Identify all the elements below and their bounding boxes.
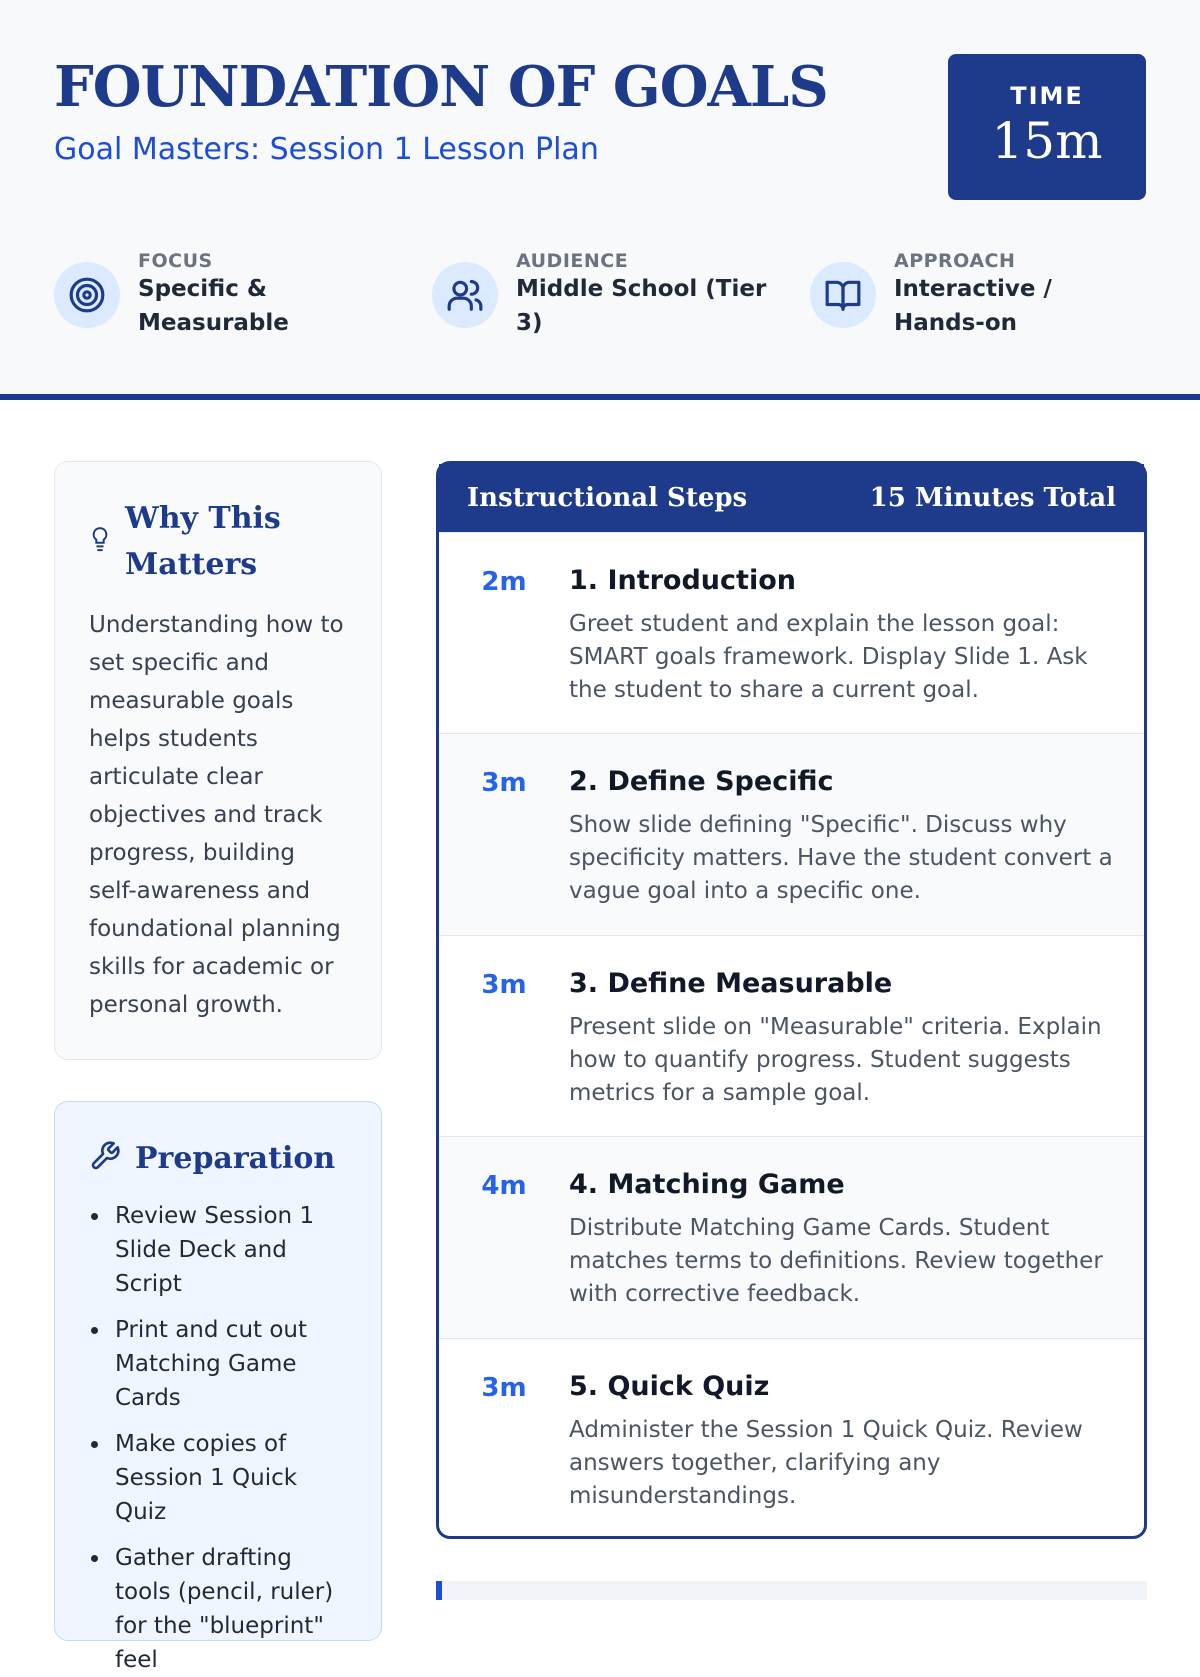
meta-focus-label: FOCUS <box>138 250 213 272</box>
step-duration: 4m <box>481 1171 527 1202</box>
lightbulb-icon <box>89 525 111 560</box>
step-duration: 3m <box>481 969 527 1000</box>
step-row <box>439 935 1144 1136</box>
preparation-list <box>89 1199 347 1677</box>
meta-audience <box>432 250 772 340</box>
target-icon <box>54 262 120 328</box>
page-header <box>0 0 1200 400</box>
step-duration: 3m <box>481 1372 527 1403</box>
list-item: Gather drafting tools (pencil, ruler) for the "blueprint" feel <box>89 1541 347 1677</box>
meta-audience-label: AUDIENCE <box>516 250 629 272</box>
time-label: TIME <box>1010 82 1084 110</box>
steps-header <box>439 464 1144 532</box>
preparation-title: Preparation <box>135 1141 336 1176</box>
instructional-steps-card <box>436 461 1147 1539</box>
page-title: FOUNDATION OF GOALS <box>54 54 828 120</box>
step-title: 3. Define Measurable <box>569 967 893 999</box>
step-title: 5. Quick Quiz <box>569 1370 770 1402</box>
step-row <box>439 532 1144 733</box>
wrench-icon <box>89 1140 121 1177</box>
book-icon <box>810 262 876 328</box>
meta-approach-value: Interactive / Hands-on <box>894 276 1052 336</box>
step-row <box>439 1338 1144 1539</box>
step-row <box>439 733 1144 934</box>
step-duration: 2m <box>481 567 527 597</box>
time-value: 15m <box>991 112 1103 170</box>
why-title: Why This Matters <box>125 501 281 582</box>
list-item: Print and cut out Matching Game Cards <box>89 1313 347 1415</box>
step-title: 1. Introduction <box>569 565 796 596</box>
preparation-card <box>54 1101 382 1673</box>
why-card <box>54 461 382 1060</box>
meta-focus-value: Specific & Measurable <box>138 276 289 336</box>
steps-title: Instructional Steps <box>467 483 748 513</box>
steps-total: 15 Minutes Total <box>869 483 1116 513</box>
meta-approach <box>810 250 1150 340</box>
meta-audience-value: Middle School (Tier 3) <box>516 276 767 336</box>
list-item: Review Session 1 Slide Deck and Script <box>89 1199 347 1301</box>
step-description: Show slide defining "Specific". Discuss why specificity matters. Have the student convert a vague goal into a specific one. <box>569 812 1113 905</box>
step-description: Administer the Session 1 Quick Quiz. Review answers together, clarifying any misunderstandings. <box>569 1416 1083 1509</box>
page-subtitle: Goal Masters: Session 1 Lesson Plan <box>54 132 599 167</box>
step-title: 2. Define Specific <box>569 766 834 798</box>
step-description: Distribute Matching Game Cards. Student matches terms to definitions. Review together with corrective feedback. <box>569 1215 1103 1308</box>
step-description: Greet student and explain the lesson goal: SMART goals framework. Display Slide 1. Ask the student to share a current goal. <box>569 611 1088 703</box>
step-row <box>439 1136 1144 1337</box>
time-badge <box>948 54 1146 200</box>
users-icon <box>432 262 498 328</box>
next-section-edge <box>436 1581 1147 1600</box>
list-item: Make copies of Session 1 Quick Quiz <box>89 1427 347 1529</box>
step-duration: 3m <box>481 768 527 799</box>
step-description: Present slide on "Measurable" criteria. Explain how to quantify progress. Student suggests metrics for a sample goal. <box>569 1013 1102 1106</box>
step-title: 4. Matching Game <box>569 1169 845 1201</box>
meta-approach-label: APPROACH <box>894 250 1016 272</box>
meta-focus <box>54 250 374 340</box>
why-body: Understanding how to set specific and measurable goals helps students articulate clear objectives and track progress, building self-awareness and foundational planning skills for academic or personal growth. <box>89 612 344 1018</box>
